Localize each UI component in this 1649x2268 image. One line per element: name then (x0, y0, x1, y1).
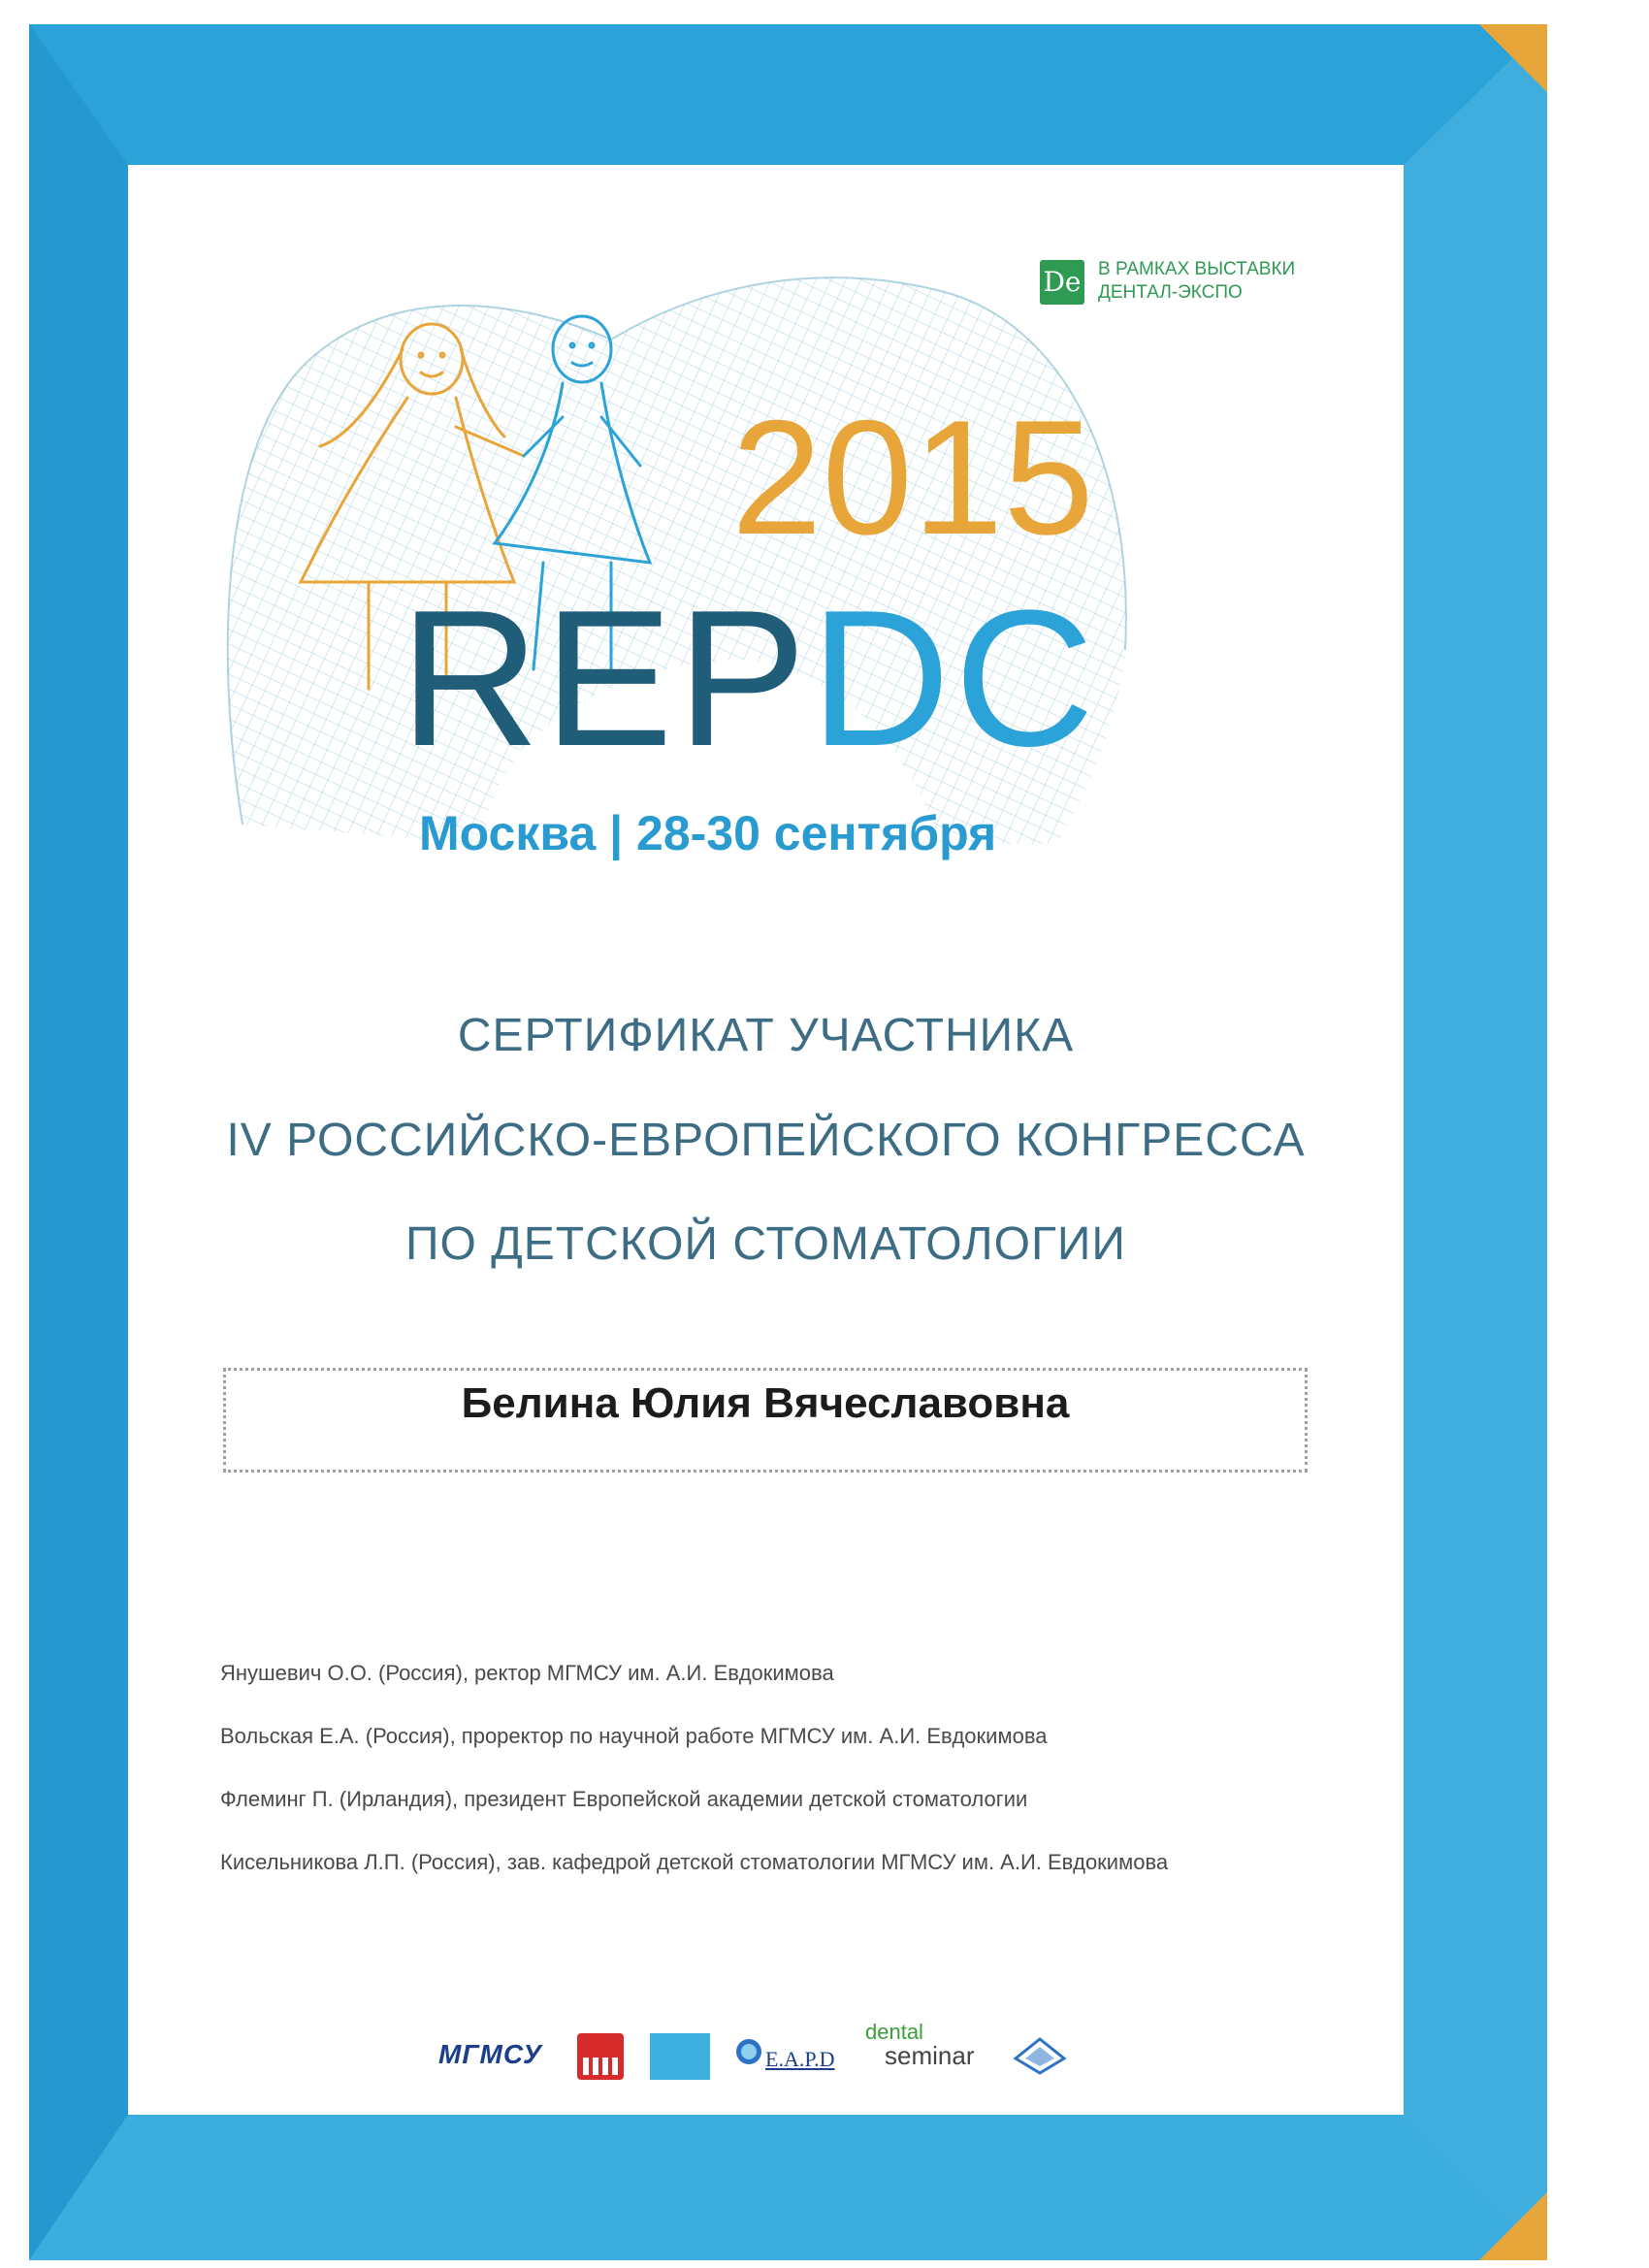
sdp-logo-icon (577, 2033, 624, 2080)
event-city-dates: Москва | 28-30 сентября (419, 806, 997, 860)
dental-seminar-word-1: dental (865, 2020, 923, 2044)
expo-caption-line-2: ДЕНТАЛ-ЭКСПО (1098, 282, 1243, 303)
dental-expo-caption (1098, 258, 1295, 305)
certificate-title-line-2: IV РОССИЙСКО-ЕВРОПЕЙСКОГО КОНГРЕССА (226, 1115, 1306, 1166)
event-acronym (400, 570, 1099, 787)
signatory-4: Кисельникова Л.П. (Россия), зав. кафедрой детской стоматологии МГМСУ им. А.И. Евдокимова (220, 1850, 1169, 1874)
certificate-title-line-1: СЕРТИФИКАТ УЧАСТНИКА (457, 1010, 1075, 1061)
expo-caption-line-1: В РАМКАХ ВЫСТАВКИ (1098, 259, 1296, 279)
certificate-title-line-3: ПО ДЕТСКОЙ СТОМАТОЛОГИИ (405, 1218, 1126, 1270)
eu-flag-logo-icon (650, 2033, 710, 2080)
mgmsu-logo: МГМСУ (438, 2039, 542, 2069)
certificate-sheet (128, 165, 1404, 2115)
eapd-logo-text: E.A.P.D (765, 2047, 835, 2071)
corner-accent-top-right (1479, 24, 1547, 92)
eapd-logo (734, 2037, 835, 2071)
signatory-2: Вольская Е.А. (Россия), проректор по научной работе МГМСУ им. А.И. Евдокимова (220, 1724, 1048, 1748)
eapd-globe-icon (734, 2037, 763, 2066)
acronym-part-1: REP (400, 570, 811, 787)
corner-accent-bottom-right (1479, 2192, 1547, 2260)
acronym-part-2: DC (810, 570, 1099, 787)
dental-expo-logo: De (1040, 260, 1084, 305)
dental-seminar-word-2: seminar (885, 2041, 975, 2070)
signatory-1: Янушевич О.О. (Россия), ректор МГМСУ им. А.И. Евдокимова (220, 1661, 834, 1685)
certificate-frame (29, 24, 1547, 2260)
association-logo-icon (1011, 2029, 1069, 2078)
participant-name: Белина Юлия Вячеславовна (461, 1379, 1070, 1427)
event-year: 2015 (731, 386, 1094, 568)
signatory-3: Флеминг П. (Ирландия), президент Европейской академии детской стоматологии (220, 1787, 1028, 1811)
